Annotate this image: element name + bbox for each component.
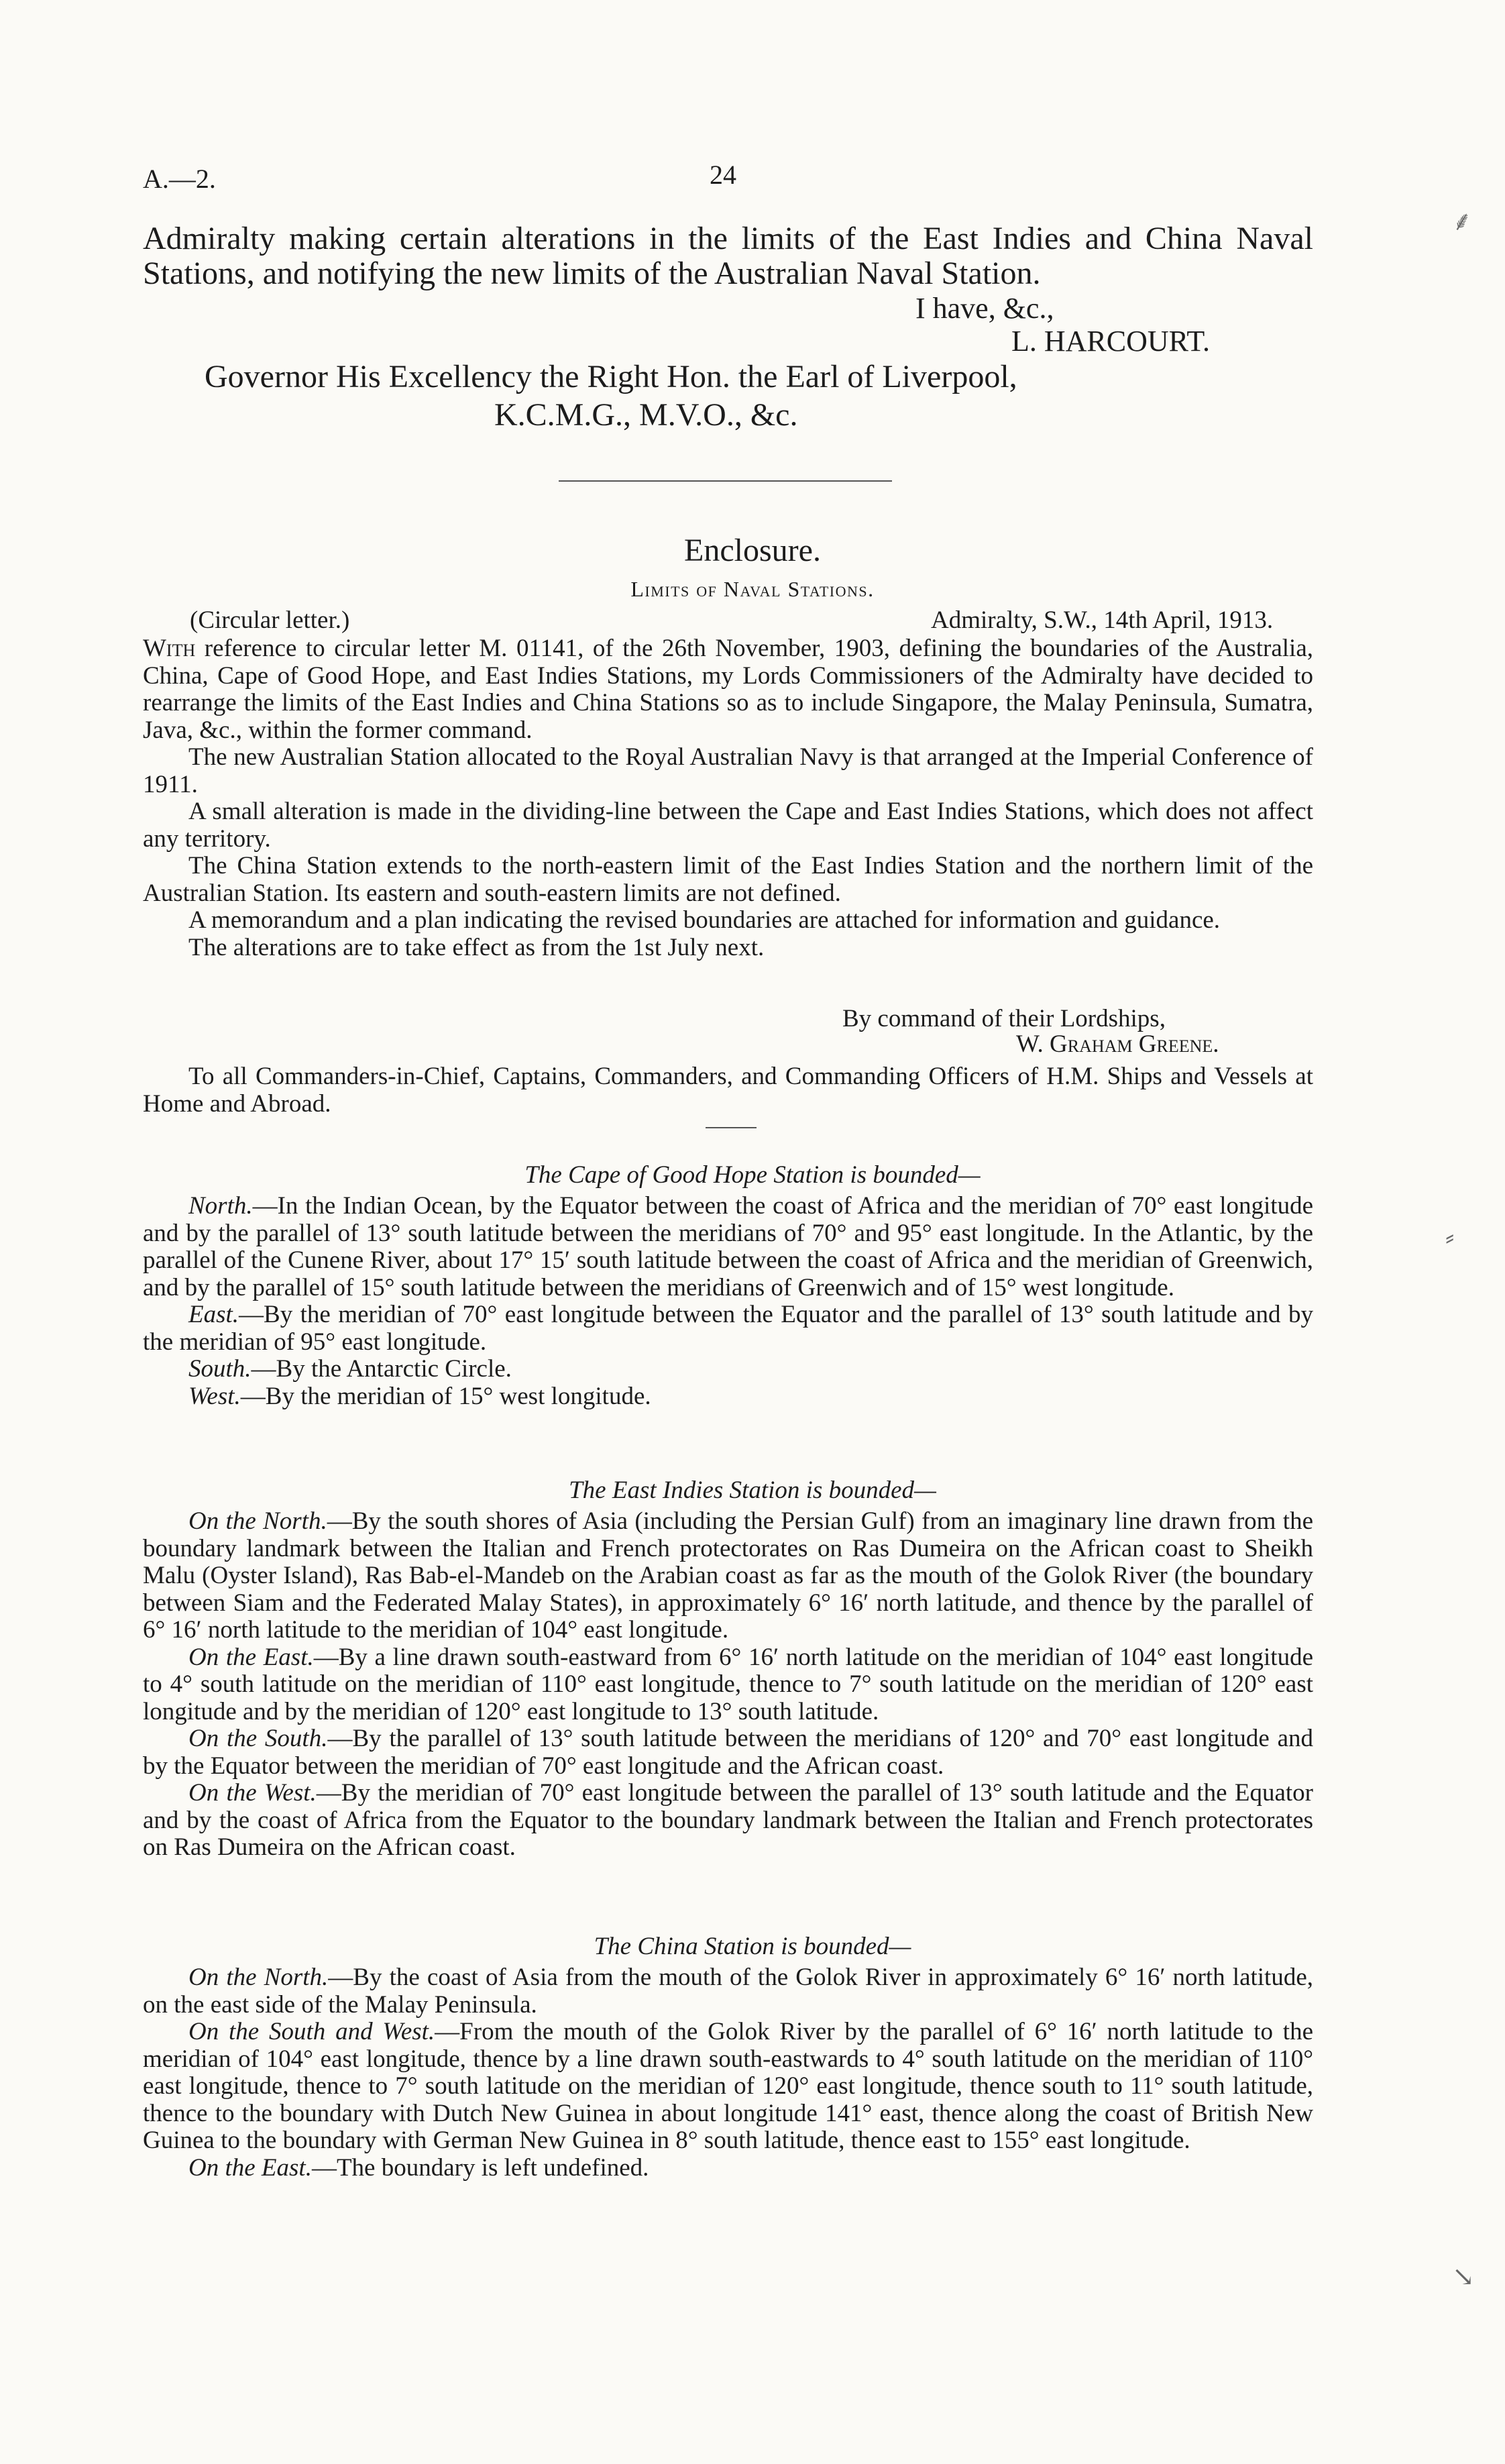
east-indies-station-section: On the North.—By the south shores of Asia (including the Persian Gulf) from an imaginary line drawn from the boundary landmark between the Italian and French protectorates on Ras Dumeira on the African coast to Sheikh Malu (Oyster Island), Ras Bab-el-Mandeb on the Arabian coast as far as the mouth of the Golok River (the boundary between Siam and the Federated Malay States), in approximately 6° 16′ north latitude, and thence by the parallel of 6° 16′ north latitude to the meridian of 104° east longitude. On the East.—By a line drawn south-eastward from 6° 16′ north latitude on the meridian of 104° east longitude to 4° south latitude on the meridian of 110° east longitude, thence to 7° south latitude on the meridian of 120° east longitude and by the meridian of 120° east longitude to 13° south latitude. On the South.—By the parallel of 13° south latitude between the meridians of 120° and 70° east longitude and by the Equator between the meridian of 70° east longitude and the African coast. On the West.—By the meridian of 70° east longitude between the parallel of 13° south latitude and the Equator and by the coast of Africa from the Equator to the boundary landmark between the Italian and French protectorates on Ras Dumeira on the African coast. <box>143 1507 1313 1861</box>
short-divider <box>706 1127 757 1128</box>
china-station-title: The China Station is bounded— <box>594 1933 911 1960</box>
letter-closing: I have, &c., <box>915 292 1054 325</box>
distribution-line: To all Commanders-in-Chief, Captains, Commanders, and Commanding Officers of H.M. Ships and Vessels at Home and Abroad. <box>143 1063 1313 1118</box>
enclosure-title: Enclosure. <box>684 533 821 568</box>
enclosure-paragraph: The new Australian Station allocated to the Royal Australian Navy is that arranged at the Imperial Conference of 1911. <box>143 743 1313 798</box>
command-signer: W. Graham Greene. <box>1016 1030 1219 1058</box>
enclosure-paragraph: A small alteration is made in the dividing-line between the Cape and East Indies Stations, which does not affect any territory. <box>143 798 1313 853</box>
by-command: By command of their Lordships, <box>842 1005 1166 1032</box>
letter-signatory: L. HARCOURT. <box>1011 325 1210 358</box>
enclosure-subtitle: Limits of Naval Stations. <box>630 577 875 601</box>
cape-station-title: The Cape of Good Hope Station is bounded— <box>524 1161 981 1189</box>
paragraph-lead: With <box>143 635 196 662</box>
letter-opening: Admiralty making certain alterations in the limits of the East Indies and China Naval Stations, and notifying the new limits of the Australian Naval Station. <box>143 221 1313 291</box>
china-station-section: On the North.—By the coast of Asia from the mouth of the Golok River in approximately 6° 16′ north latitude, on the east side of the Malay Peninsula. On the South and West.—From the mouth of the Golok River by the parallel of 6° 16′ north latitude to the meridian of 104° east longitude, thence by a line drawn south-eastwards to 4° south latitude on the meridian of 110° east longitude, thence to 7° south latitude on the meridian of 120° east longitude, thence south to 11° south latitude, thence to the boundary with Dutch New Guinea in about longitude 141° east, thence along the coast of British New Guinea to the boundary with German New Guinea in 8° south latitude, thence east to 155° east longitude. On the East.—The boundary is left undefined. <box>143 1964 1313 2182</box>
enclosure-paragraph: The alterations are to take effect as from the 1st July next. <box>188 933 765 961</box>
enclosure-body <box>143 635 1313 961</box>
addressee-line-2: K.C.M.G., M.V.O., &c. <box>494 397 798 433</box>
margin-mark: ⸗ <box>1445 1222 1455 1252</box>
dateline: Admiralty, S.W., 14th April, 1913. <box>931 606 1274 634</box>
enclosure-paragraph: A memorandum and a plan indicating the revised boundaries are attached for information and guidance. <box>188 906 1221 934</box>
enclosure-paragraph: With reference to circular letter M. 01141, of the 26th November, 1903, defining the boundaries of the Australia, China, Cape of Good Hope, and East Indies Stations, my Lords Commissioners of the Admiralty have decided to rearrange the limits of the East Indies and China Stations so as to include Singapore, the Malay Peninsula, Sumatra, Java, &c., within the former command. <box>143 635 1313 744</box>
east-indies-station-title: The East Indies Station is bounded— <box>569 1477 936 1504</box>
margin-mark: ↘ <box>1452 2261 1475 2292</box>
margin-mark: ⸙ <box>1452 206 1472 236</box>
enclosure-paragraph: The China Station extends to the north-eastern limit of the East Indies Station and the northern limit of the Australian Station. Its eastern and south-eastern limits are not defined. <box>143 852 1313 907</box>
cape-station-section: North.—In the Indian Ocean, by the Equator between the coast of Africa and the meridian of 70° east longitude and by the parallel of 13° south latitude between the meridians of 70° and 95° east longitude. In the Atlantic, by the parallel of the Cunene River, about 17° 15′ south latitude between the coast of Africa and the meridian of Greenwich, and by the parallel of 15° south latitude between the meridians of Greenwich and of 15° west longitude. East.—By the meridian of 70° east longitude between the Equator and the parallel of 13° south latitude and by the meridian of 95° east longitude. South.—By the Antarctic Circle. West.—By the meridian of 15° west longitude. <box>143 1192 1313 1410</box>
document-reference: A.—2. <box>143 164 216 194</box>
circular-label: (Circular letter.) <box>190 606 350 634</box>
section-divider <box>559 480 892 482</box>
addressee-line-1: Governor His Excellency the Right Hon. the Earl of Liverpool, <box>205 359 1017 394</box>
page-number: 24 <box>710 160 736 190</box>
